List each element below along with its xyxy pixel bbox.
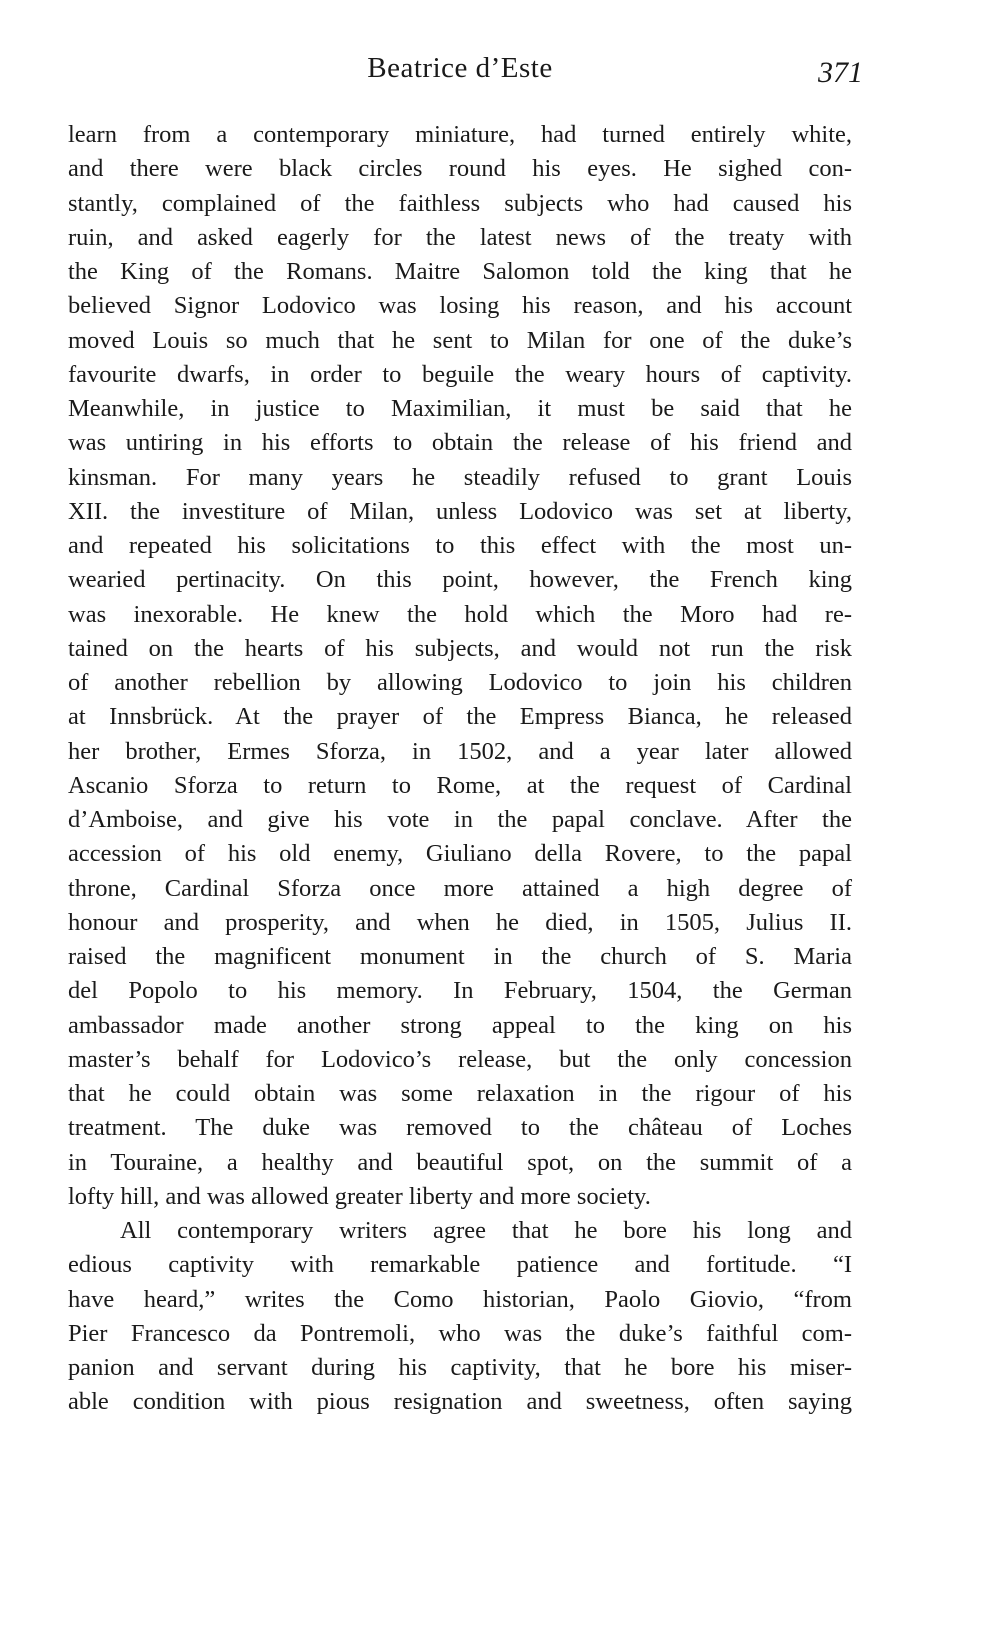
text-line: tained on the hearts of his subjects, and would not run the risk <box>68 634 852 662</box>
text-line: lofty hill, and was allowed greater liberty and more society. <box>68 1182 651 1210</box>
text-line: All contemporary writers agree that he bore his long and <box>120 1217 852 1244</box>
text-line: XII. the investiture of Milan, unless Lodovico was set at liberty, <box>68 497 852 525</box>
running-title: Beatrice d’Este <box>367 52 553 84</box>
body-text <box>68 118 852 1420</box>
text-line: edious captivity with remarkable patience and fortitude. “I <box>68 1251 852 1279</box>
text-line: raised the magnificent monument in the church of S. Maria <box>68 943 852 970</box>
text-line: able condition with pious resignation and sweetness, often saying <box>68 1388 852 1416</box>
text-line: stantly, complained of the faithless subjects who had caused his <box>68 189 852 217</box>
text-line: ambassador made another strong appeal to the king on his <box>68 1011 852 1039</box>
text-line: throne, Cardinal Sforza once more attained a high degree of <box>68 874 852 902</box>
paragraph-1 <box>68 118 852 1214</box>
text-line: del Popolo to his memory. In February, 1504, the German <box>68 977 852 1005</box>
text-line: wearied pertinacity. On this point, however, the French king <box>68 566 852 594</box>
paragraph-2 <box>68 1214 852 1420</box>
text-line: d’Amboise, and give his vote in the papal conclave. After the <box>68 806 852 833</box>
text-line: treatment. The duke was removed to the château of Loches <box>68 1114 852 1142</box>
running-header <box>0 52 1000 92</box>
text-line: in Touraine, a healthy and beautiful spot, on the summit of a <box>68 1148 852 1176</box>
text-line: panion and servant during his captivity, that he bore his miser- <box>68 1354 852 1381</box>
text-line: of another rebellion by allowing Lodovico to join his children <box>68 669 852 696</box>
text-line: was inexorable. He knew the hold which the Moro had re- <box>68 600 852 628</box>
text-line: ruin, and asked eagerly for the latest news of the treaty with <box>68 223 852 251</box>
text-line: her brother, Ermes Sforza, in 1502, and a year later allowed <box>68 737 852 765</box>
text-line: kinsman. For many years he steadily refused to grant Louis <box>68 463 852 491</box>
text-line: honour and prosperity, and when he died, in 1505, Julius II. <box>68 908 852 936</box>
page-number: 371 <box>818 56 863 89</box>
text-line: Ascanio Sforza to return to Rome, at the request of Cardinal <box>68 771 852 799</box>
text-line: was untiring in his efforts to obtain the release of his friend and <box>68 429 852 457</box>
text-line: Pier Francesco da Pontremoli, who was the duke’s faithful com- <box>68 1319 852 1347</box>
text-line: that he could obtain was some relaxation in the rigour of his <box>68 1080 852 1107</box>
text-line: accession of his old enemy, Giuliano della Rovere, to the papal <box>68 840 852 868</box>
text-line: at Innsbrück. At the prayer of the Empress Bianca, he released <box>68 703 852 731</box>
text-line: master’s behalf for Lodovico’s release, but the only concession <box>68 1045 852 1073</box>
text-line: the King of the Romans. Maitre Salomon told the king that he <box>68 258 852 285</box>
text-line: believed Signor Lodovico was losing his reason, and his account <box>68 292 852 320</box>
text-line: Meanwhile, in justice to Maximilian, it must be said that he <box>68 395 852 422</box>
text-line: moved Louis so much that he sent to Milan for one of the duke’s <box>68 326 852 354</box>
text-line: learn from a contemporary miniature, had turned entirely white, <box>68 121 852 148</box>
text-line: have heard,” writes the Como historian, Paolo Giovio, “from <box>68 1285 852 1313</box>
text-line: and there were black circles round his eyes. He sighed con- <box>68 155 852 183</box>
text-line: favourite dwarfs, in order to beguile the weary hours of captivity. <box>68 360 852 388</box>
text-line: and repeated his solicitations to this effect with the most un- <box>68 532 852 559</box>
